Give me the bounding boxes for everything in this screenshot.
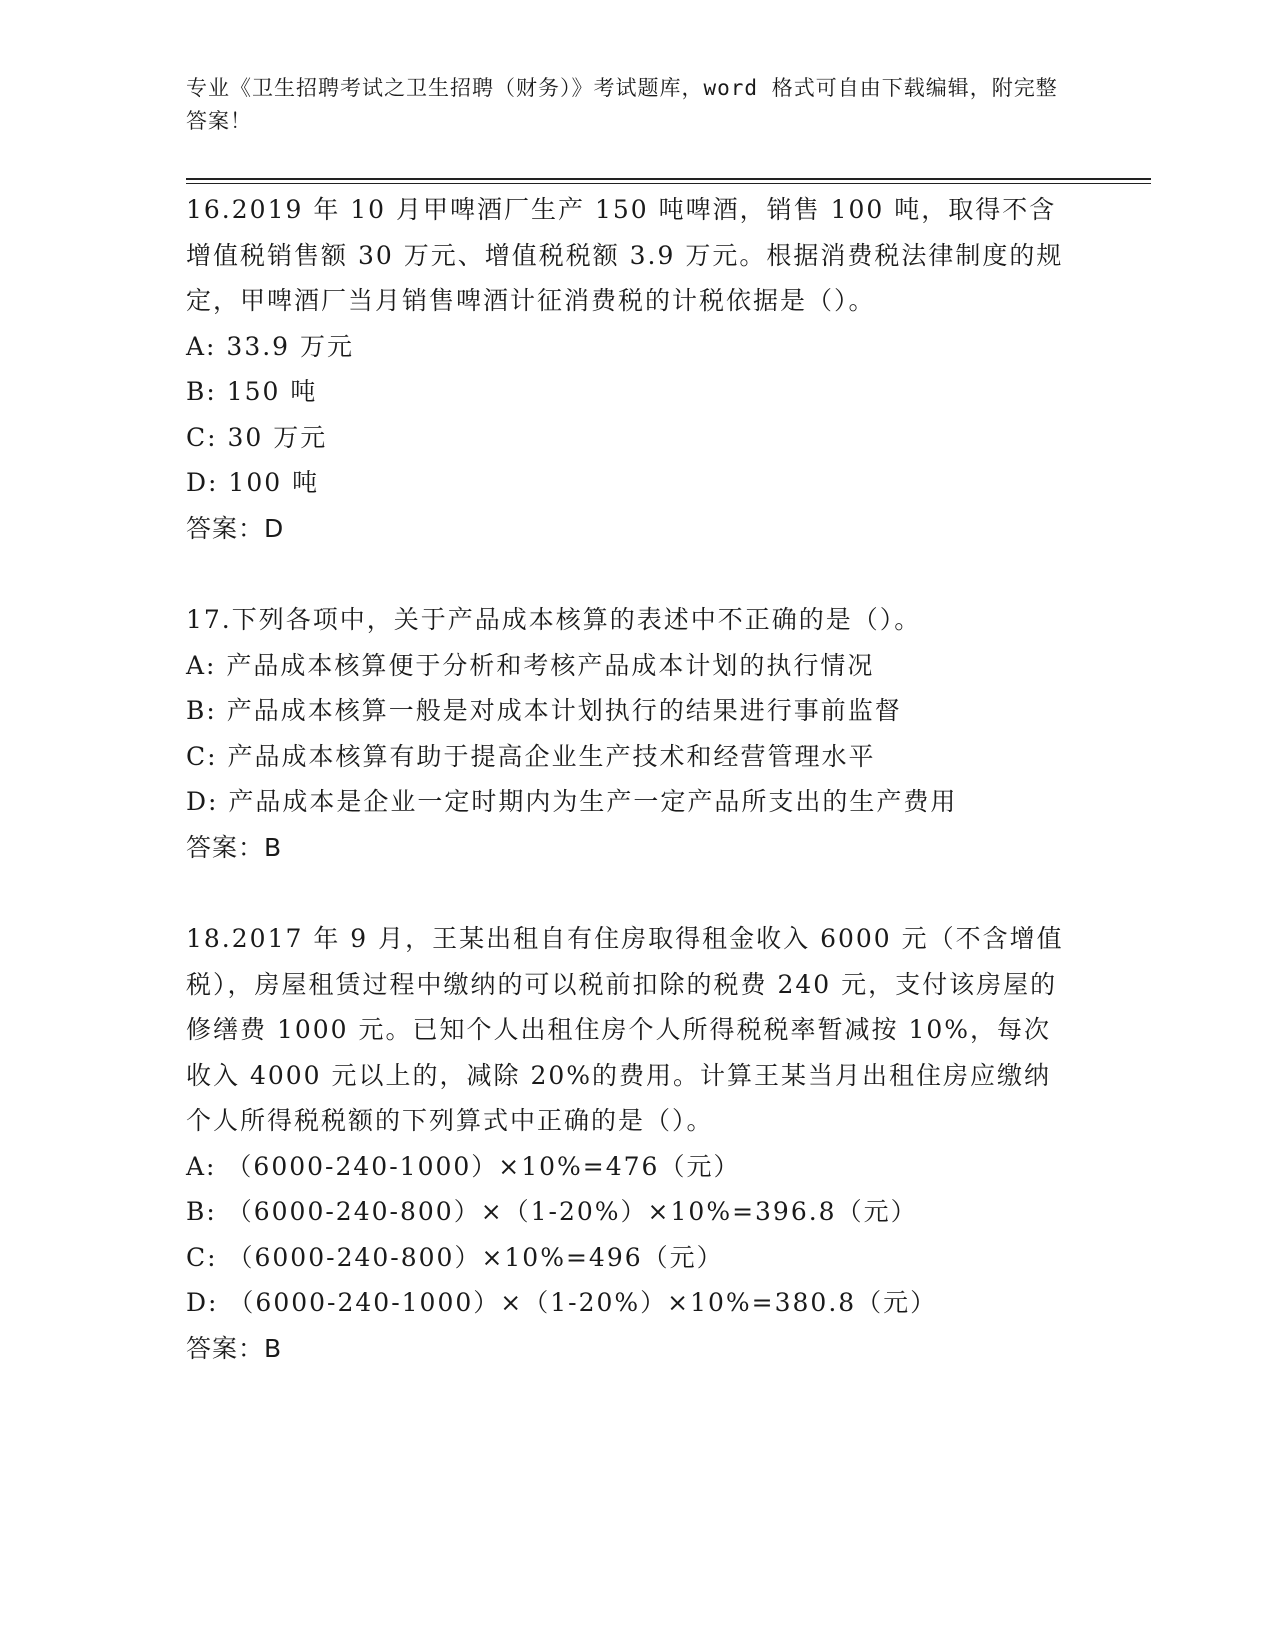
option-a: A: 33.9 万元 bbox=[186, 331, 355, 361]
option-d: D: （6000-240-1000）×（1-20%）×10%=380.8（元） bbox=[186, 1288, 938, 1317]
question-stem: 17.下列各项中，关于产品成本核算的表述中不正确的是（）。 bbox=[186, 605, 922, 634]
answer-line: 答案：D bbox=[186, 513, 285, 543]
header-divider-thin bbox=[186, 183, 1151, 184]
answer-line: 答案：B bbox=[186, 832, 283, 862]
header-divider-thick bbox=[186, 178, 1151, 180]
question-stem: 16.2019 年 10 月甲啤酒厂生产 150 吨啤酒，销售 100 吨，取得不含增值税销售额 30 万元、增值税税额 3.9 万元。根据消费税法律制度的规定，甲啤酒厂当月销售啤酒计征消费税的计税依据是（）。 bbox=[186, 195, 1064, 315]
question-stem: 18.2017 年 9 月，王某出租自有住房取得租金收入 6000 元（不含增值税），房屋租赁过程中缴纳的可以税前扣除的税费 240 元，支付该房屋的修缮费 1000 元。已知个人出租住房个人所得税税率暂减按 10%，每次收入 4000 元以上的，减除 20%的费用。计算王某当月出租住房应缴纳个人所得税税额的下列算式中正确的是（）。 bbox=[186, 924, 1064, 1135]
header-divider bbox=[186, 178, 1151, 184]
question-16 bbox=[186, 187, 1066, 551]
option-b: B: 150 吨 bbox=[186, 377, 318, 406]
option-d: D: 100 吨 bbox=[186, 468, 320, 497]
option-a: A: 产品成本核算便于分析和考核产品成本计划的执行情况 bbox=[186, 650, 875, 680]
question-18 bbox=[186, 916, 1066, 1371]
option-c: C: （6000-240-800）×10%=496（元） bbox=[186, 1242, 724, 1272]
document-header: 专业《卫生招聘考试之卫生招聘（财务）》考试题库，word 格式可自由下载编辑，附完整答案！ bbox=[186, 76, 1058, 133]
option-a: A: （6000-240-1000）×10%=476（元） bbox=[186, 1151, 741, 1181]
question-17 bbox=[186, 597, 1066, 870]
option-b: B: （6000-240-800）×（1-20%）×10%=396.8（元） bbox=[186, 1197, 918, 1226]
option-c: C: 产品成本核算有助于提高企业生产技术和经营管理水平 bbox=[186, 741, 876, 771]
option-b: B: 产品成本核算一般是对成本计划执行的结果进行事前监督 bbox=[186, 696, 902, 725]
option-c: C: 30 万元 bbox=[186, 422, 328, 452]
answer-line: 答案：B bbox=[186, 1333, 283, 1363]
option-d: D: 产品成本是企业一定时期内为生产一定产品所支出的生产费用 bbox=[186, 787, 958, 816]
